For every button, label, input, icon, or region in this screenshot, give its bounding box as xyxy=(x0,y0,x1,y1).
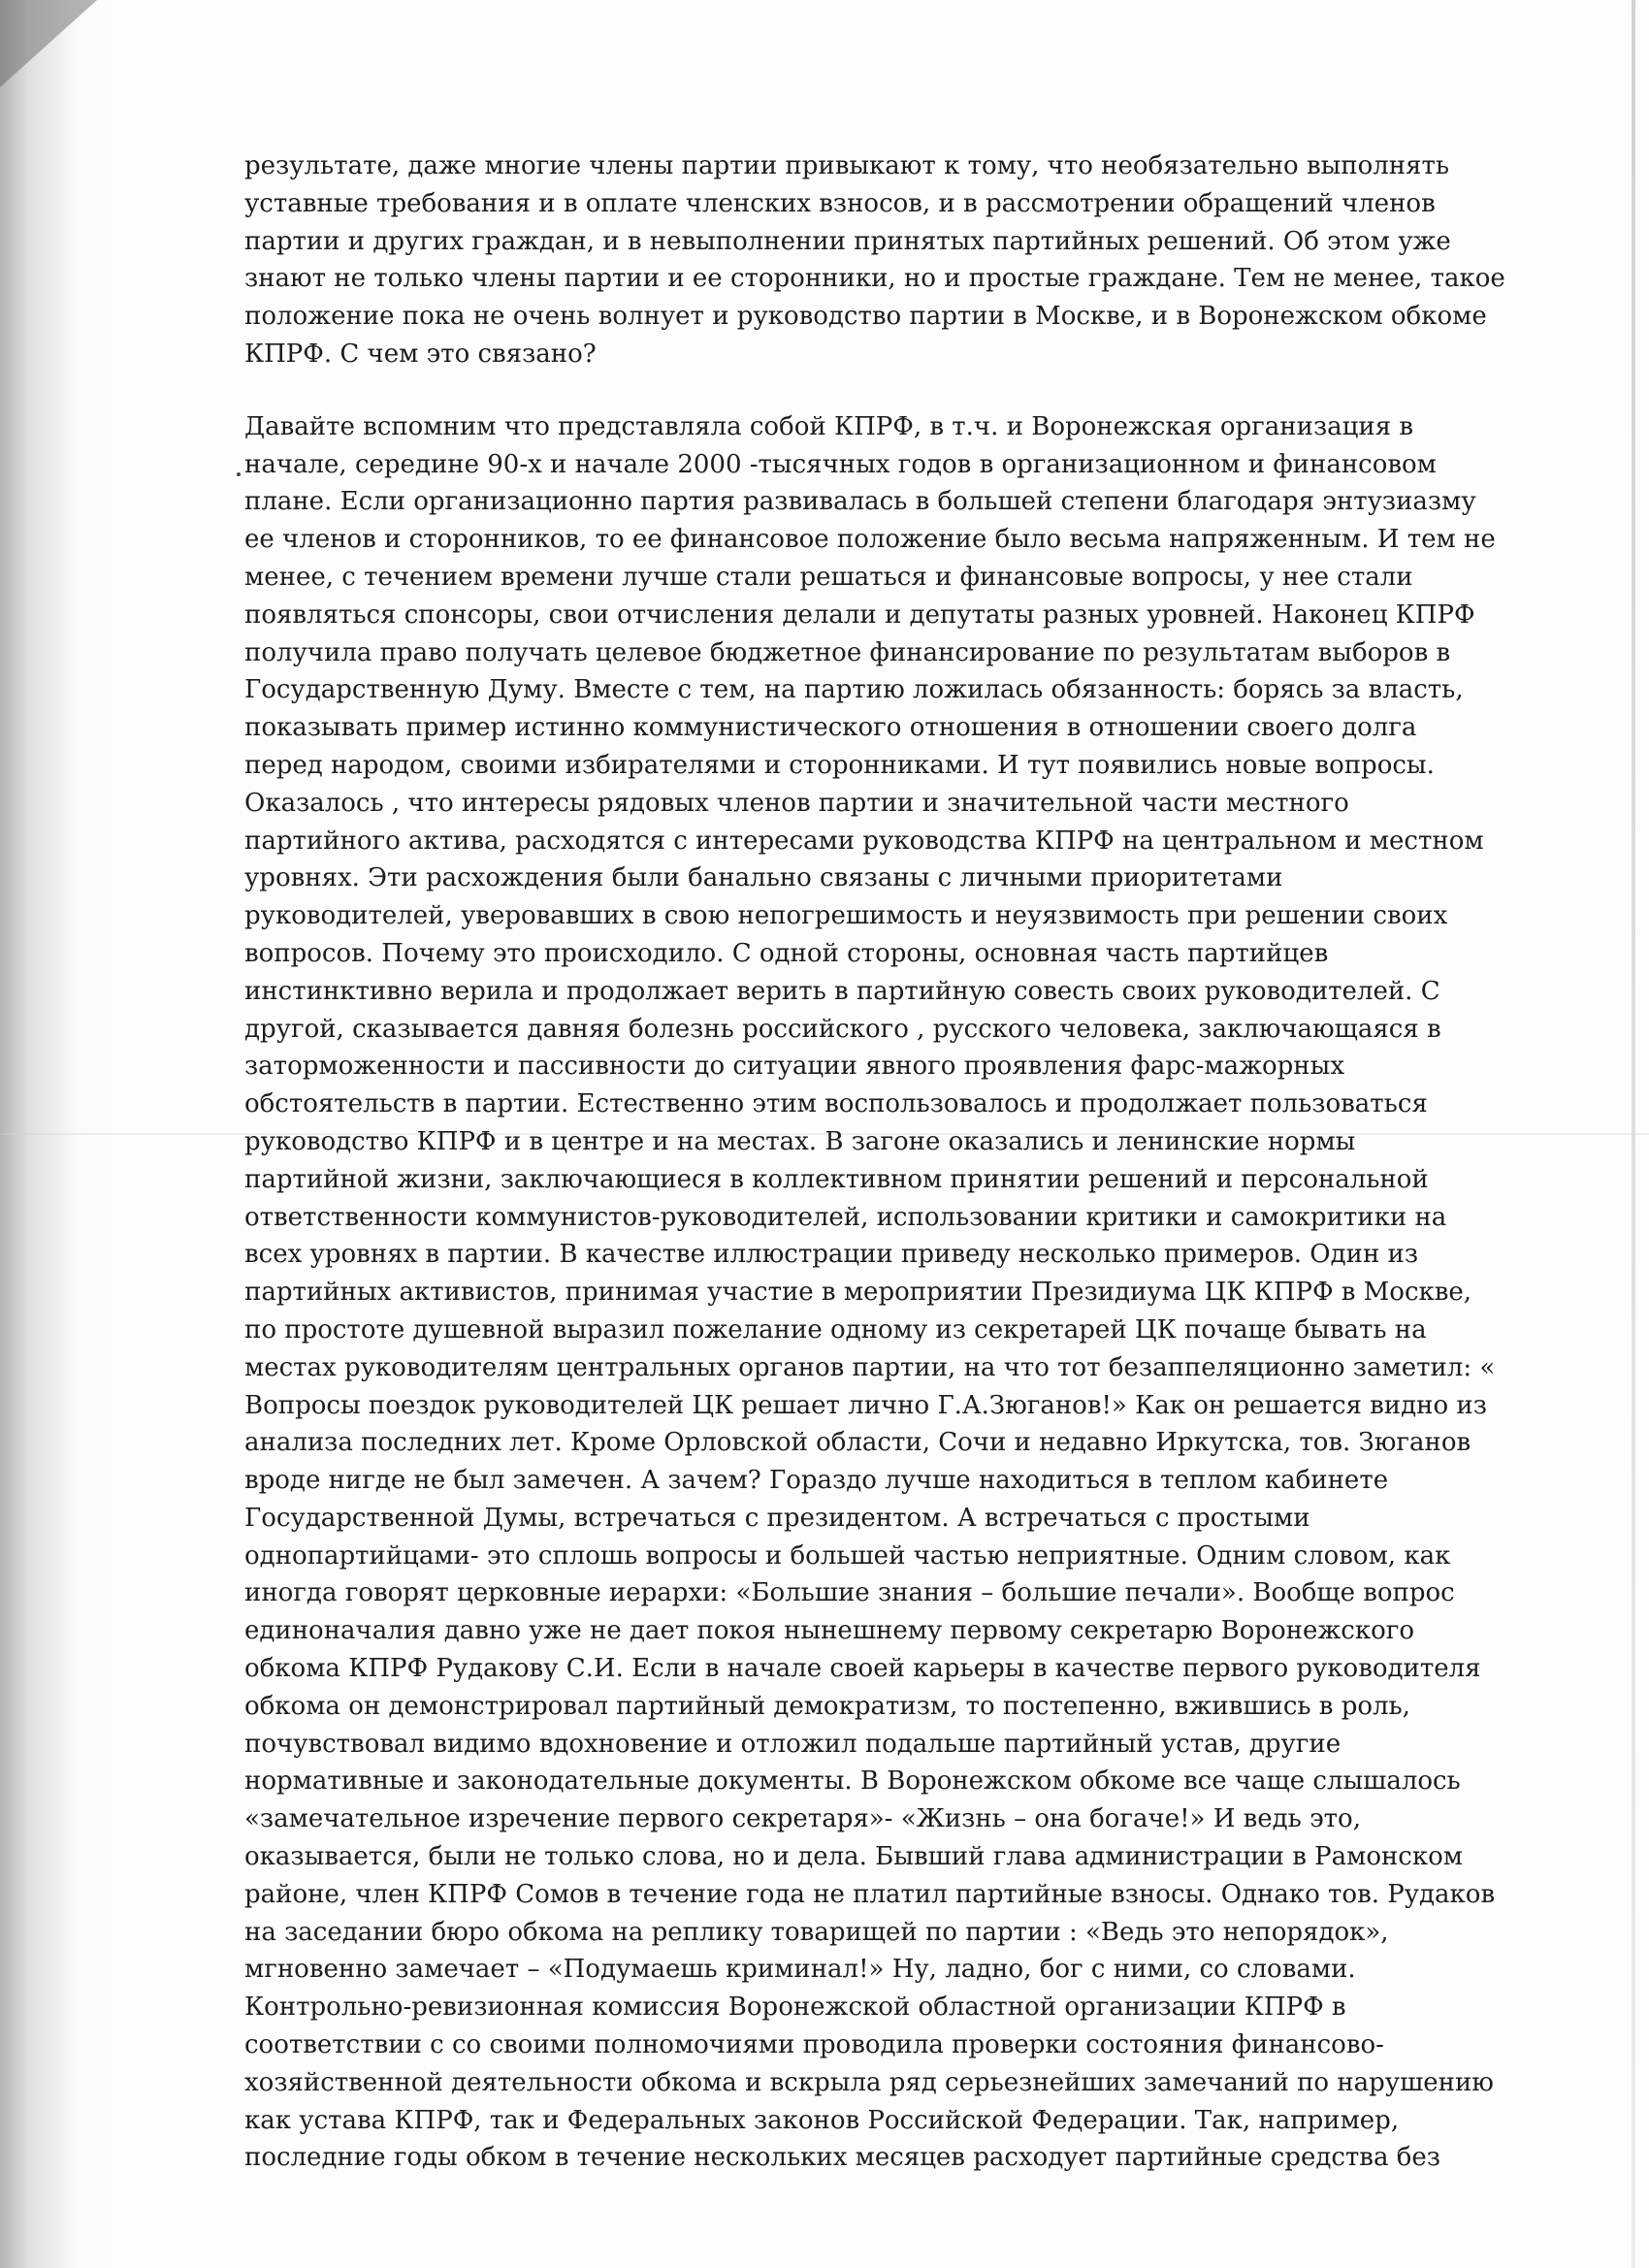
text-line: обкома КПРФ Рудакову С.И. Если в начале своей карьеры в качестве первого руководителя xyxy=(244,1654,1481,1684)
text-line: КПРФ. С чем это связано? xyxy=(244,339,597,369)
text-line: Государственной Думы, встречаться с президентом. А встречаться с простыми xyxy=(244,1503,1310,1533)
text-line: вопросов. Почему это происходило. С одной стороны, основная часть партийцев xyxy=(244,938,1329,968)
text-line: оказывается, были не только слова, но и дела. Бывший глава администрации в Рамонском xyxy=(244,1842,1463,1872)
text-line: руководство КПРФ и в центре и на местах. В загоне оказались и ленинские нормы xyxy=(244,1126,1356,1156)
text-line: мгновенно замечает – «Подумаешь криминал!» Ну, ладно, бог с ними, со словами. xyxy=(244,1955,1356,1985)
text-line: партии и других граждан, и в невыполнении принятых партийных решений. Об этом уже xyxy=(244,226,1451,256)
text-line: менее, с течением времени лучше стали решаться и финансовые вопросы, у нее стали xyxy=(244,562,1413,592)
text-line: получила право получать целевое бюджетное финансирование по результатам выборов в xyxy=(244,637,1451,667)
text-line: уровнях. Эти расхождения были банально связаны с личными приоритетами xyxy=(244,863,1283,893)
text-line: местах руководителям центральных органов партии, на что тот безаппеляционно заметил: « xyxy=(244,1352,1496,1382)
document-body xyxy=(244,147,1505,2177)
paragraph-2 xyxy=(244,408,1505,2177)
text-line: единоначалия давно уже не дает покоя нынешнему первому секретарю Воронежского xyxy=(244,1616,1415,1646)
text-line: однопартийцами- это сплошь вопросы и большей частью неприятные. Одним словом, как xyxy=(244,1540,1451,1571)
text-line: Давайте вспомним что представляла собой КПРФ, в т.ч. и Воронежская организация в xyxy=(244,411,1414,441)
text-line: по простоте душевной выразил пожелание одному из секретарей ЦК почаще бывать на xyxy=(244,1314,1427,1345)
text-line: начале, середине 90-х и начале 2000 -тысячных годов в организационном и финансовом xyxy=(244,449,1437,479)
text-line: показывать пример истинно коммунистического отношения в отношении своего долга xyxy=(244,713,1417,743)
text-line: знают не только члены партии и ее сторонники, но и простые граждане. Тем не менее, такое xyxy=(244,264,1505,294)
text-line: ее членов и сторонников, то ее финансовое положение было весьма напряженным. И тем не xyxy=(244,525,1496,555)
text-line: иногда говорят церковные иерархи: «Большие знания – большие печали». Вообще вопрос xyxy=(244,1578,1455,1608)
text-line: почувствовал видимо вдохновение и отложил подальше партийный устав, другие xyxy=(244,1729,1342,1759)
text-line: появляться спонсоры, свои отчисления делали и депутаты разных уровней. Наконец КПРФ xyxy=(244,599,1475,630)
scan-speck xyxy=(237,472,241,476)
text-line: перед народом, своими избирателями и сторонниками. И тут появились новые вопросы. xyxy=(244,750,1435,780)
text-line: соответствии с со своими полномочиями проводила проверки состояния финансово- xyxy=(244,2030,1384,2060)
text-line: результате, даже многие члены партии привыкают к тому, что необязательно выполнять xyxy=(244,151,1450,180)
text-line: Оказалось , что интересы рядовых членов партии и значительной части местного xyxy=(244,788,1349,818)
text-line: ответственности коммунистов-руководителей, использовании критики и самокритики на xyxy=(244,1202,1447,1232)
text-line: инстинктивно верила и продолжает верить в партийную совесть своих руководителей. С xyxy=(244,976,1440,1006)
scan-shadow-corner xyxy=(0,0,97,87)
text-line: партийных активистов, принимая участие в мероприятии Президиума ЦК КПРФ в Москве, xyxy=(244,1278,1472,1308)
text-line: «замечательное изречение первого секретаря»- «Жизнь – она богаче!» И ведь это, xyxy=(244,1804,1361,1834)
text-line: на заседании бюро обкома на реплику товарищей по партии : «Ведь это непорядок», xyxy=(244,1917,1389,1947)
text-line: всех уровнях в партии. В качестве иллюстрации приведу несколько примеров. Один из xyxy=(244,1240,1419,1270)
text-line: вроде нигде не был замечен. А зачем? Гораздо лучше находиться в теплом кабинете xyxy=(244,1466,1389,1496)
text-line: заторможенности и пассивности до ситуации явного проявления фарс-мажорных xyxy=(244,1052,1344,1082)
text-line: положение пока не очень волнует и руководство партии в Москве, и в Воронежском обкоме xyxy=(244,302,1487,332)
text-line: плане. Если организационно партия развивалась в большей степени благодаря энтузиазму xyxy=(244,487,1476,517)
text-line: как устава КПРФ, так и Федеральных законов Российской Федерации. Так, например, xyxy=(244,2105,1400,2135)
text-line: Вопросы поездок руководителей ЦК решает лично Г.А.Зюганов!» Как он решается видно из xyxy=(244,1390,1487,1420)
text-line: партийной жизни, заключающиеся в коллективном принятии решений и персональной xyxy=(244,1164,1429,1194)
text-line: Государственную Думу. Вместе с тем, на партию ложилась обязанность: борясь за власть, xyxy=(244,675,1464,705)
text-line: анализа последних лет. Кроме Орловской области, Сочи и недавно Иркутска, тов. Зюганов xyxy=(244,1428,1471,1458)
text-line: обкома он демонстрировал партийный демократизм, то постепенно, вжившись в роль, xyxy=(244,1691,1410,1721)
text-line: уставные требования и в оплате членских взносов, и в рассмотрении обращений членов xyxy=(244,188,1436,218)
text-line: партийного актива, расходятся с интересами руководства КПРФ на центральном и местном xyxy=(244,826,1484,856)
text-line: хозяйственной деятельности обкома и вскрыла ряд серьезнейших замечаний по нарушению xyxy=(244,2067,1494,2097)
text-line: другой, сказывается давняя болезнь российского , русского человека, заключающаяся в xyxy=(244,1014,1441,1044)
text-line: обстоятельств в партии. Естественно этим воспользовалось и продолжает пользоваться xyxy=(244,1089,1428,1119)
text-line: районе, член КПРФ Сомов в течение года не платил партийные взносы. Однако тов. Рудаков xyxy=(244,1879,1496,1909)
paragraph-gap xyxy=(244,373,1505,408)
text-line: нормативные и законодательные документы. В Воронежском обкоме все чаще слышалось xyxy=(244,1766,1461,1797)
text-line: последние годы обком в течение нескольких месяцев расходует партийные средства без xyxy=(244,2143,1440,2173)
text-line: руководителей, уверовавших в свою непогрешимость и неуязвимость при решении своих xyxy=(244,901,1448,931)
text-line: Контрольно-ревизионная комиссия Воронежской областной организации КПРФ в xyxy=(244,1993,1346,2023)
paragraph-1 xyxy=(244,147,1505,373)
